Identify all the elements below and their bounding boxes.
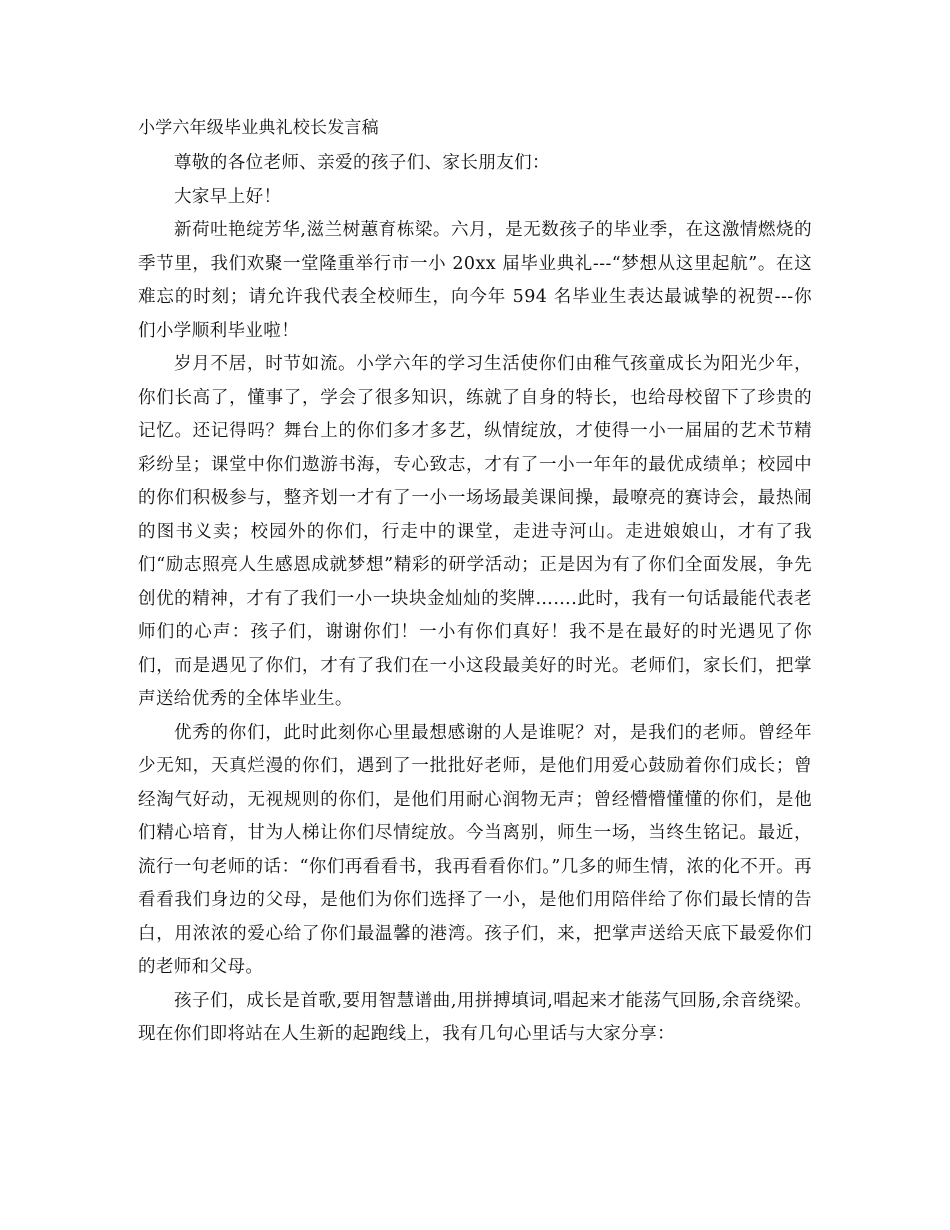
memories-paragraph: 岁月不居，时节如流。小学六年的学习生活使你们由稚气孩童成长为阳光少年，你们长高了，懂事了，学会了很多知识，练就了自身的特长，也给母校留下了珍贵的记忆。还记得吗？舞台上的你们多才多艺，纵情绽放，才使得一小一届届的艺术节精彩纷呈；课堂中你们遨游书海，专心致志，才有了一小一年年的最优成绩单；校园中的你们积极参与，整齐划一才有了一小一场场最美课间操，最嘹亮的赛诗会，最热闹的图书义卖；校园外的你们，行走中的课堂，走进寺河山。走进娘娘山，才有了我们“励志照亮人生感恩成就梦想”精彩的研学活动；正是因为有了你们全面发展，争先创优的精神，才有了我们一小一块块金灿灿的奖牌…….此时，我有一句话最能代表老师们的心声：孩子们，谢谢你们！一小有你们真好！我不是在最好的时光遇见了你们，而是遇见了你们，才有了我们在一小这段最美好的时光。老师们，家长们，把掌声送给优秀的全体毕业生。 [138, 354, 812, 709]
gratitude-paragraph: 优秀的你们，此时此刻你心里最想感谢的人是谁呢？对，是我们的老师。曾经年少无知，天真烂漫的你们，遇到了一批批好老师，是他们用爱心鼓励着你们成长；曾经淘气好动，无视规则的你们，是他们用耐心润物无声；曾经懵懵懂懂的你们，是他们精心培育，甘为人梯让你们尽情绽放。今当离别，师生一场，当终生铭记。最近，流行一句老师的话：“你们再看看书，我再看看你们。”几多的师生情，浓的化不开。再看看我们身边的父母，是他们为你们选择了一小，是他们用陪伴给了你们最长情的告白，用浓浓的爱心给了你们最温馨的港湾。孩子们，来，把掌声送给天底下最爱你们的老师和父母。 [138, 722, 812, 977]
document-body [138, 116, 812, 1052]
good-morning-paragraph: 大家早上好！ [174, 186, 282, 207]
closing-paragraph: 孩子们，成长是首歌,要用智慧谱曲,用拼搏填词,唱起来才能荡气回肠,余音绕梁。现在你们即将站在人生新的起跑线上，我有几句心里话与大家分享： [138, 990, 812, 1044]
document-title: 小学六年级毕业典礼校长发言稿 [138, 118, 379, 138]
opening-paragraph: 新荷吐艳绽芳华,滋兰树蕙育栋梁。六月，是无数孩子的毕业季，在这激情燃烧的季节里，我们欢聚一堂隆重举行市一小 20xx 届毕业典礼---“梦想从这里起航”。在这难忘的时刻；请允许我代表全校师生，向今年 594 名毕业生表达最诚挚的祝贺---你们小学顺利毕业啦！ [138, 220, 812, 341]
greeting-paragraph: 尊敬的各位老师、亲爱的孩子们、家长朋友们： [174, 153, 550, 173]
